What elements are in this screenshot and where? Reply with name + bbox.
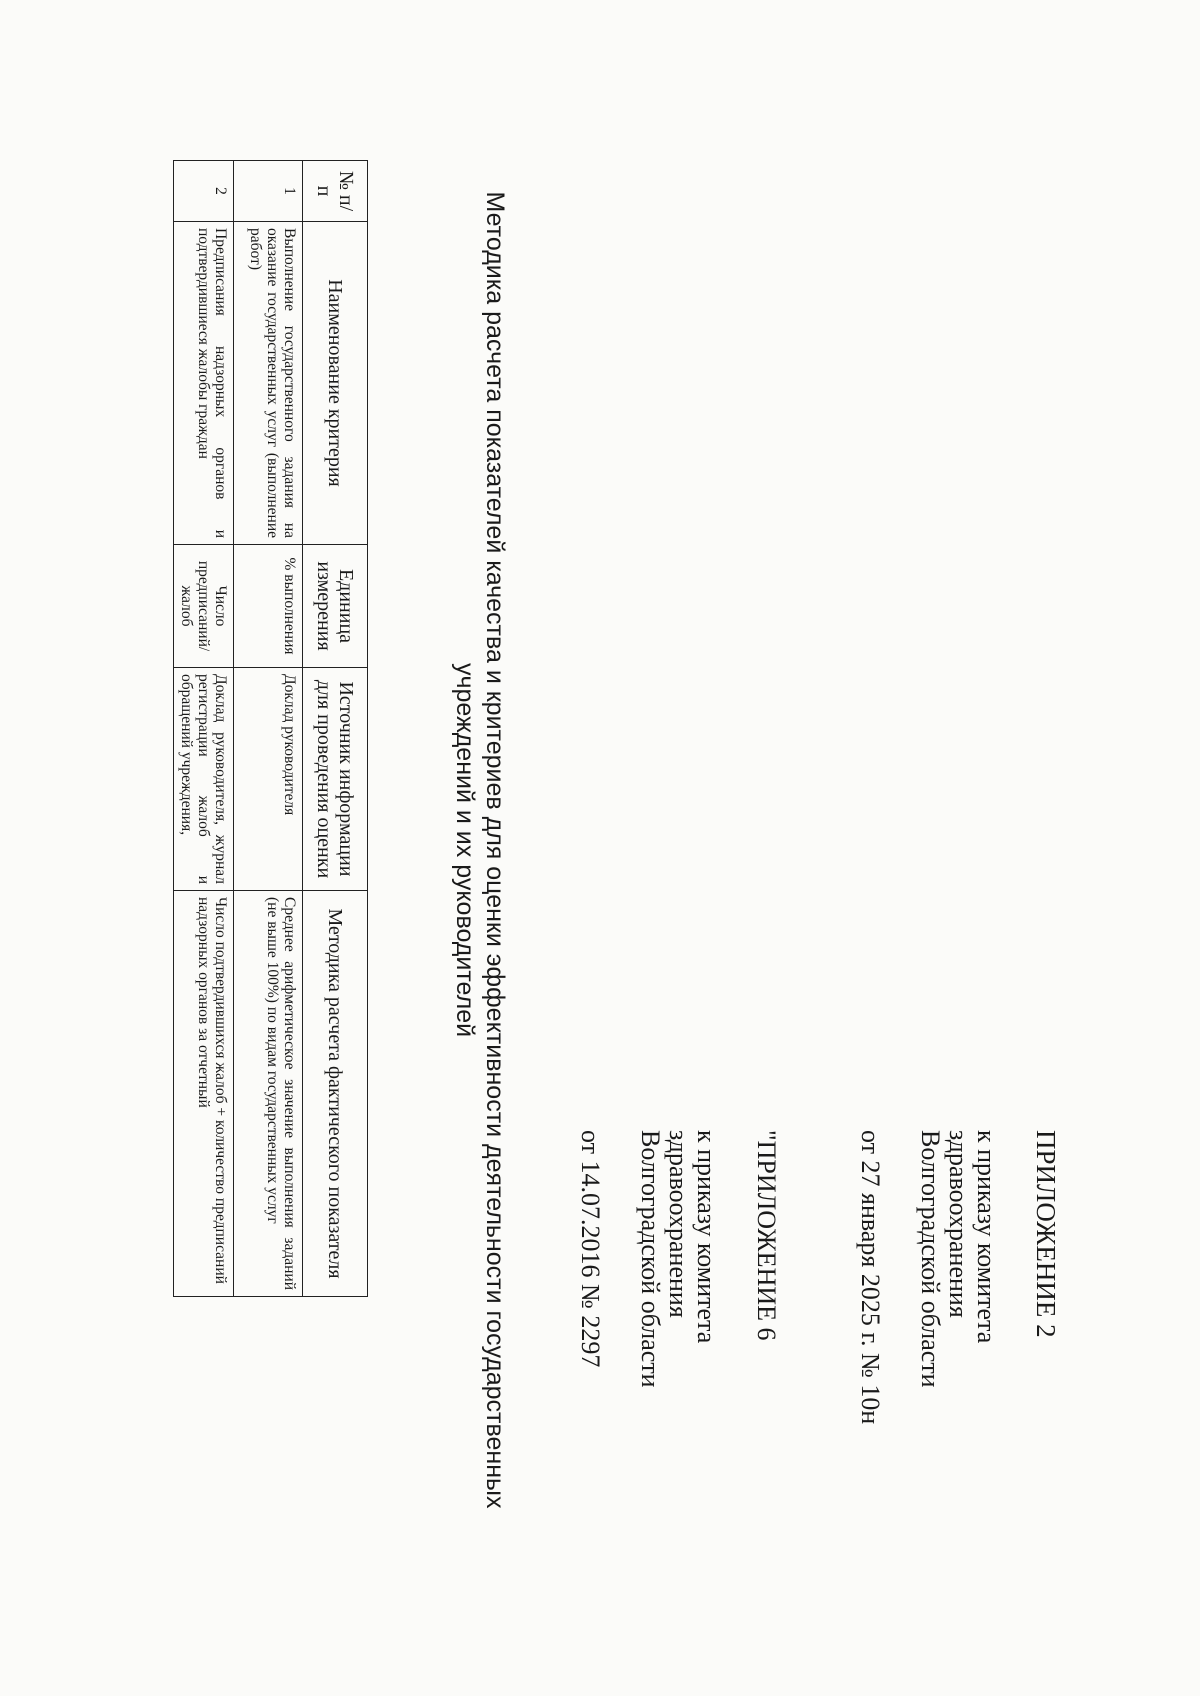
table-row [234,161,303,1297]
table-row [174,161,234,1297]
spacer [720,1130,752,1388]
appendix-new-line2: здравоохранения [944,1130,973,1318]
cell-method: Среднее арифметическое значение выполнения заданий (не выше 100%) по видам государственных услуг [234,891,303,1297]
cell-source: Доклад руководителя [234,668,303,891]
cell-name: Выполнение государственного задания на оказание государственных услуг (выполнение работ) [234,222,303,545]
appendix-new-line1: к приказу комитета [972,1130,1001,1344]
appendix-old-date: от 14.07.2016 № 2297 [576,1130,605,1368]
title-line-1: Методика расчета показателей качества и критериев для оценки эффективности деятельности государственных [481,191,509,1509]
header-unit: Единица измерения [303,545,368,668]
cell-num: 1 [234,161,303,222]
cell-name: Предписания надзорных органов и подтвердившиеся жалобы граждан [174,222,234,545]
header-num: № п/п [303,161,368,222]
cell-method: Число подтвердившихся жалоб + количество предписаний надзорных органов за отчетный [174,891,234,1297]
appendix-new-heading: ПРИЛОЖЕНИЕ 2 [1031,1130,1061,1338]
header-name: Наименование критерия [303,222,368,545]
cell-source: Доклад руководителя, журнал регистрации жалоб и обращений учреждения, [174,668,234,891]
appendix-new-block [856,1130,1060,1424]
appendix-new-line3: Волгоградской области [916,1130,945,1388]
appendix-old-line3: Волгоградской области [636,1130,665,1388]
title-line-2: учреждений и их руководителей [451,662,479,1038]
appendix-old-line2: здравоохранения [664,1130,693,1318]
appendix-new-date: от 27 января 2025 г. № 10н [856,1130,885,1425]
cell-unit: % выполнения [234,545,303,668]
spacer [884,1130,916,1424]
document-title [450,140,510,1560]
table-header-row [303,161,368,1297]
spacer [1000,1130,1032,1424]
appendix-old-heading: "ПРИЛОЖЕНИЕ 6 [752,1130,781,1341]
cell-unit: Число предписаний/жалоб [174,545,234,668]
cell-num: 2 [174,161,234,222]
header-method: Методика расчета фактического показателя [303,891,368,1297]
appendix-old-line1: к приказу комитета [692,1130,721,1344]
appendix-old-block [576,1130,780,1388]
criteria-table [173,160,368,1297]
spacer [604,1130,636,1388]
header-source: Источник информации для проведения оценки [303,668,368,891]
